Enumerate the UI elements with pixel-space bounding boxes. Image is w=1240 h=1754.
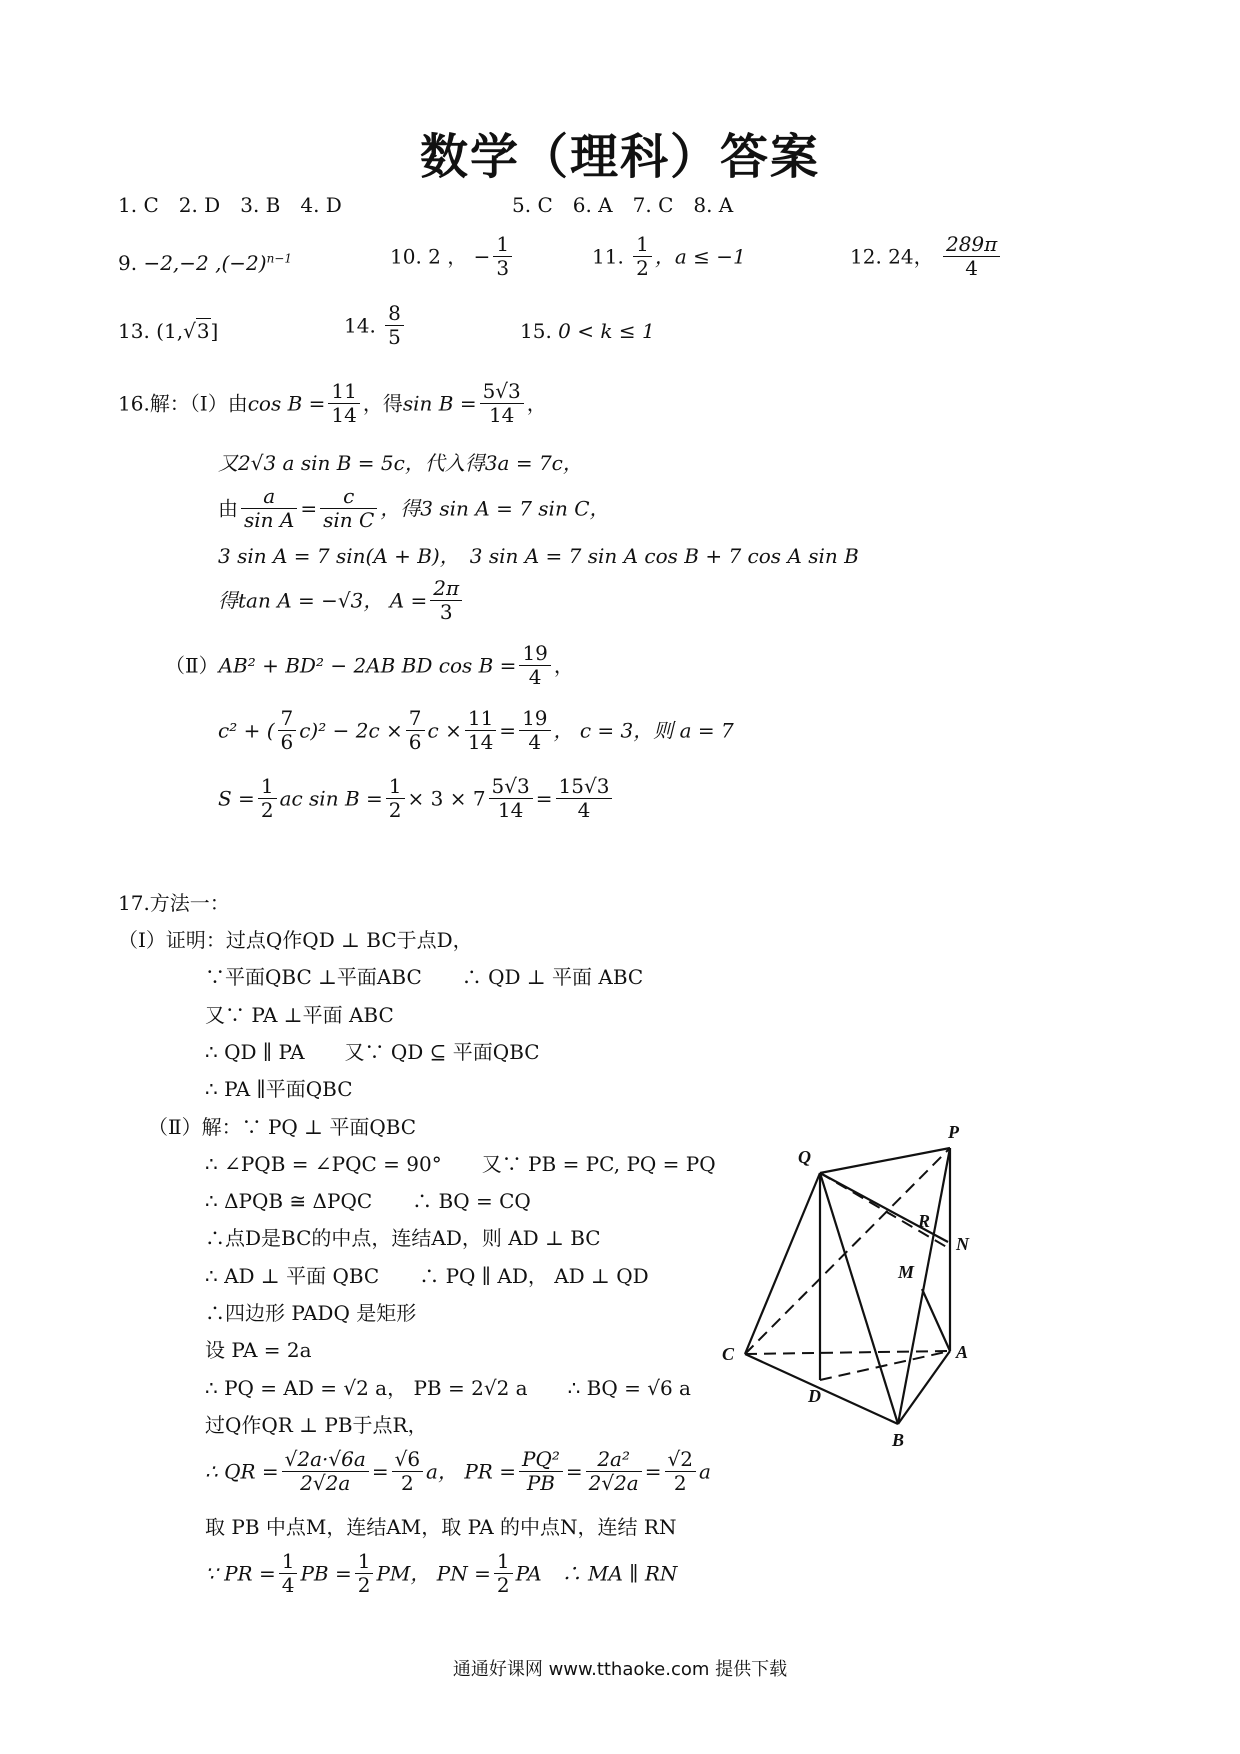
label-R: R	[918, 1211, 931, 1231]
p17-line8: ∴ ΔPQB ≅ ΔPQC ∴ BQ = CQ	[205, 1189, 531, 1213]
p17-line13: ∴ PQ = AD = √2 a， PB = 2√2 a ∴ BQ = √6 a	[205, 1376, 691, 1400]
p16-line1: 16.解：（Ⅰ）由cos B = $\frac{11}{14}$ ，得sin B = $\frac{5√3}{14}$ ，	[118, 379, 547, 427]
p17-line7: ∴ ∠PQB = ∠PQC = 90° 又∵ PB = PC, PQ = PQ	[205, 1152, 716, 1176]
label-D: D	[808, 1386, 821, 1406]
p16-line3: 由 $\frac{a}{\text{sin A}}$ = $\frac{c}{\text{sin C}}$ ，得3 sin A = 7 sin C，	[218, 484, 610, 532]
answer-12: 12. 24， $\frac{289\pi}{4}$	[850, 233, 1003, 280]
answer-15: 15. 0 < k ≤ 1	[520, 319, 655, 343]
answer-11: 11. $\frac{1}{2}$ ，a ≤ −1	[592, 232, 746, 280]
edge-QC	[745, 1173, 820, 1354]
edge-QP	[820, 1148, 950, 1173]
footer-source: 通通好课网 www.tthaoke.com 提供下载	[452, 1659, 788, 1680]
p16-part2-line2: c² + ( $\frac{7}{6}$ c)² − 2c × $\frac{7}{6}$ c × $\frac{11}{14}$ = $\frac{19}{4}$ ， c = 3，则 a = 7	[218, 706, 734, 754]
choice-row-a: 1. C 2. D 3. B 4. D	[118, 193, 342, 217]
edge-CB	[745, 1354, 898, 1424]
p16-line5: 得tan A = −√3， A = $\frac{2\pi}{3}$	[218, 577, 465, 624]
label-B: B	[892, 1430, 905, 1450]
p17-line6: （Ⅱ）解：∵ PQ ⊥ 平面QBC	[148, 1115, 417, 1139]
label-M: M	[898, 1262, 915, 1282]
label-P: P	[948, 1122, 959, 1142]
p17-line2: ∵平面QBC ⊥平面ABC ∴ QD ⊥ 平面 ABC	[205, 965, 644, 989]
p17-line9: ∴点D是BC的中点，连结AD，则 AD ⊥ BC	[205, 1226, 601, 1250]
p17-line16: 取 PB 中点M，连结AM，取 PA 的中点N，连结 RN	[205, 1515, 677, 1539]
answer-14: 14. $\frac{8}{5}$	[344, 302, 407, 349]
p17-line17: ∵ PR = $\frac{1}{4}$ PB = $\frac{1}{2}$ PM， PN = $\frac{1}{2}$ PA ∴ MA ∥ RN	[205, 1549, 678, 1597]
p16-line2: 又2√3 a sin B = 5c，代入得3a = 7c，	[218, 451, 583, 475]
p17-line15: ∴ QR = $\frac{√2a\cdot√6a}{2√2a}$ = $\frac{√6}{2}$ a， PR = $\frac{\text{PQ²}}{PB}$ = $\frac{\text{2a²}}{2√2a}$ = $\frac{√2}{2}$ a	[205, 1447, 711, 1495]
edge-MA	[922, 1289, 950, 1351]
p16-part2-line3: S = $\frac{1}{2}$ ac sin B = $\frac{1}{2}$ × 3 × 7 $\frac{5√3}{14}$ = $\frac{15√3}{4}$	[218, 775, 615, 822]
choice-row-b: 5. C 6. A 7. C 8. A	[512, 193, 734, 217]
edge-DA-dashed	[820, 1351, 950, 1380]
p17-line4: ∴ QD ∥ PA 又∵ QD ⊆ 平面QBC	[205, 1040, 540, 1064]
edge-CA-dashed	[745, 1351, 950, 1354]
p17-head: 17.方法一：	[118, 891, 230, 915]
geometry-figure	[720, 1120, 980, 1450]
edge-CP-dashed	[745, 1148, 950, 1354]
answer-13: 13. (1,√3]	[118, 319, 219, 343]
edge-PB	[898, 1148, 950, 1424]
label-C: C	[722, 1344, 735, 1364]
p17-line12: 设 PA = 2a	[205, 1338, 312, 1362]
p16-line4: 3 sin A = 7 sin(A + B)， 3 sin A = 7 sin A cos B + 7 cos A sin B	[218, 544, 859, 568]
answer-10: 10. 2 ， − $\frac{1}{3}$	[390, 233, 515, 280]
p17-line10: ∴ AD ⊥ 平面 QBC ∴ PQ ∥ AD， AD ⊥ QD	[205, 1264, 649, 1288]
label-N: N	[956, 1234, 969, 1254]
p17-line5: ∴ PA ∥平面QBC	[205, 1077, 353, 1101]
p17-line11: ∴四边形 PADQ 是矩形	[205, 1301, 417, 1325]
p17-line1: （Ⅰ）证明：过点Q作QD ⊥ BC于点D，	[118, 928, 473, 952]
p17-line14: 过Q作QR ⊥ PB于点R，	[205, 1413, 428, 1437]
page-title: 数学（理科）答案	[419, 129, 820, 185]
p17-line3: 又∵ PA ⊥平面 ABC	[205, 1003, 394, 1027]
label-Q: Q	[798, 1147, 811, 1167]
label-A: A	[956, 1342, 969, 1362]
answer-9: 9. −2,−2 $,(-2)^{n-1}$	[118, 251, 292, 275]
p16-part2-line1: （Ⅱ）AB² + BD² − 2AB BD cos B = $\frac{19}{4}$ ，	[165, 641, 574, 689]
